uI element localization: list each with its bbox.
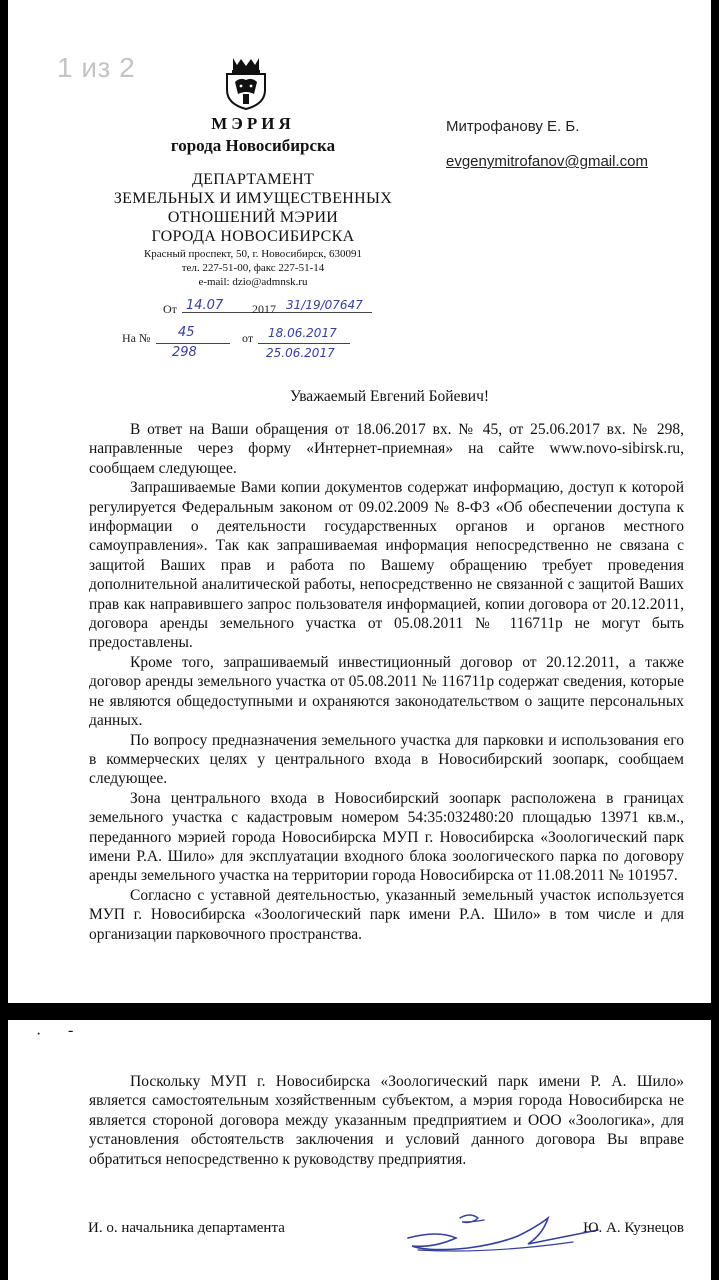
recipient-email: evgenymitrofanov@gmail.com (446, 153, 648, 170)
letterhead-mayor: МЭРИЯ (211, 114, 295, 133)
letterhead-phones: тел. 227-51-00, факс 227-51-14 (181, 262, 325, 274)
paragraph: В ответ на Ваши обращения от 18.06.2017 вх. № 45, от 25.06.2017 вх. № 298, направленные через форму «Интернет-приемная» на сайте www.novo-sibirsk.ru, сообщаем следующее. (89, 421, 684, 477)
letterhead-address: Красный проспект, 50, г. Новосибирск, 630091 (143, 248, 363, 260)
handwritten-signature-icon (398, 1208, 608, 1256)
letter-body-page-1 (89, 420, 684, 944)
reg-from-date: 14.07 (186, 298, 224, 313)
paragraph: Кроме того, запрашиваемый инвестиционный договор от 20.12.2011, а также договор аренды земельного участка от 05.08.2011 № 116711р содержат сведения, которые не являются общедоступными и охраняются законодательством о защите персональных данных. (89, 653, 684, 730)
city-coat-of-arms-icon (221, 56, 271, 110)
reg-on-label: На № (122, 331, 151, 345)
reg-ref-number-2: 298 (172, 345, 197, 360)
page-mark-dash: - (68, 1022, 74, 1039)
letterhead-city: города Новосибирска (170, 136, 336, 155)
reg-outgoing-number: 31/19/07647 (286, 298, 363, 312)
letter-page-1 (8, 0, 711, 1003)
signatory-name: Ю. А. Кузнецов (583, 1220, 684, 1236)
page-mark-dot: · (36, 1026, 42, 1043)
reg-ref-date-1: 18.06.2017 (268, 326, 337, 340)
reg-ref-date-2: 25.06.2017 (266, 346, 335, 360)
recipient-name: Митрофанову Е. Б. (446, 118, 580, 135)
letterhead-email: e-mail: dzio@admnsk.ru (198, 276, 308, 288)
reg-ref-underline (156, 343, 230, 344)
reg-of-label: от (242, 331, 254, 345)
paragraph: Поскольку МУП г. Новосибирска «Зоологический парк имени Р. А. Шило» является самостоятельным хозяйственным субъектом, а мэрия города Новосибирска не является стороной договора между указанным предприятием и ООО «Зоологика», для установления обстоятельств заключения и условий данного договора Вы вправе обратиться непосредственно к руководству предприятия. (89, 1073, 684, 1168)
paragraph: По вопросу предназначения земельного участка для парковки и использования его в коммерческих целях у центрального входа в Новосибирский зоопарк, сообщаем следующее. (89, 731, 684, 788)
paragraph: Запрашиваемые Вами копии документов содержат информацию, доступ к которой регулируется Федеральным законом от 09.02.2009 № 8-ФЗ «Об обеспечении доступа к информации о деятельности государственных органов и органов местного самоуправления». Так как запрашиваемая информация непосредственно не связана с защитой Ваших прав и работа по Вашему обращению требует проведения дополнительной аналитической работы, непосредственно не связанной с защитой Ваших прав как направившего запрос пользователя информацией, копии договора от 20.12.2011, договора аренды земельного участка от 05.08.2011 № 116711р не могут быть предоставлены. (89, 479, 684, 652)
signatory-title: И. о. начальника департамента (88, 1220, 285, 1236)
paragraph: Зона центрального входа в Новосибирский зоопарк расположена в границах земельного участка с кадастровым номером 54:35:032480:20 площадью 13971 кв.м., переданного мэрией города Новосибирска МУП г. Новосибирска «Зоологический парк имени Р.А. Шило» для эксплуатации входного блока зоологического парка по договору аренды земельного участка на территории города Новосибирска от 11.08.2011 № 101957. (89, 789, 684, 885)
reg-from-label: От (163, 302, 177, 316)
letterhead-department: ДЕПАРТАМЕНТ ЗЕМЕЛЬНЫХ И ИМУЩЕСТВЕННЫХ ОТНОШЕНИЙ МЭРИИ ГОРОДА НОВОСИБИРСКА (113, 171, 393, 245)
page-counter: 1 из 2 (57, 52, 136, 83)
paragraph: Согласно с уставной деятельностью, указанный земельный участок используется МУП г. Новосибирска «Зоологический парк имени Р.А. Шило» в том числе и для организации парковочного пространства. (89, 886, 684, 943)
reg-ref-number-1: 45 (178, 325, 195, 340)
letter-page-2 (8, 1020, 711, 1280)
letter-body-page-2 (89, 1072, 684, 1169)
reg-from-year: 2017 (252, 302, 276, 316)
greeting: Уважаемый Евгений Бойевич! (289, 388, 490, 405)
reg-ref-date-underline (258, 343, 350, 344)
